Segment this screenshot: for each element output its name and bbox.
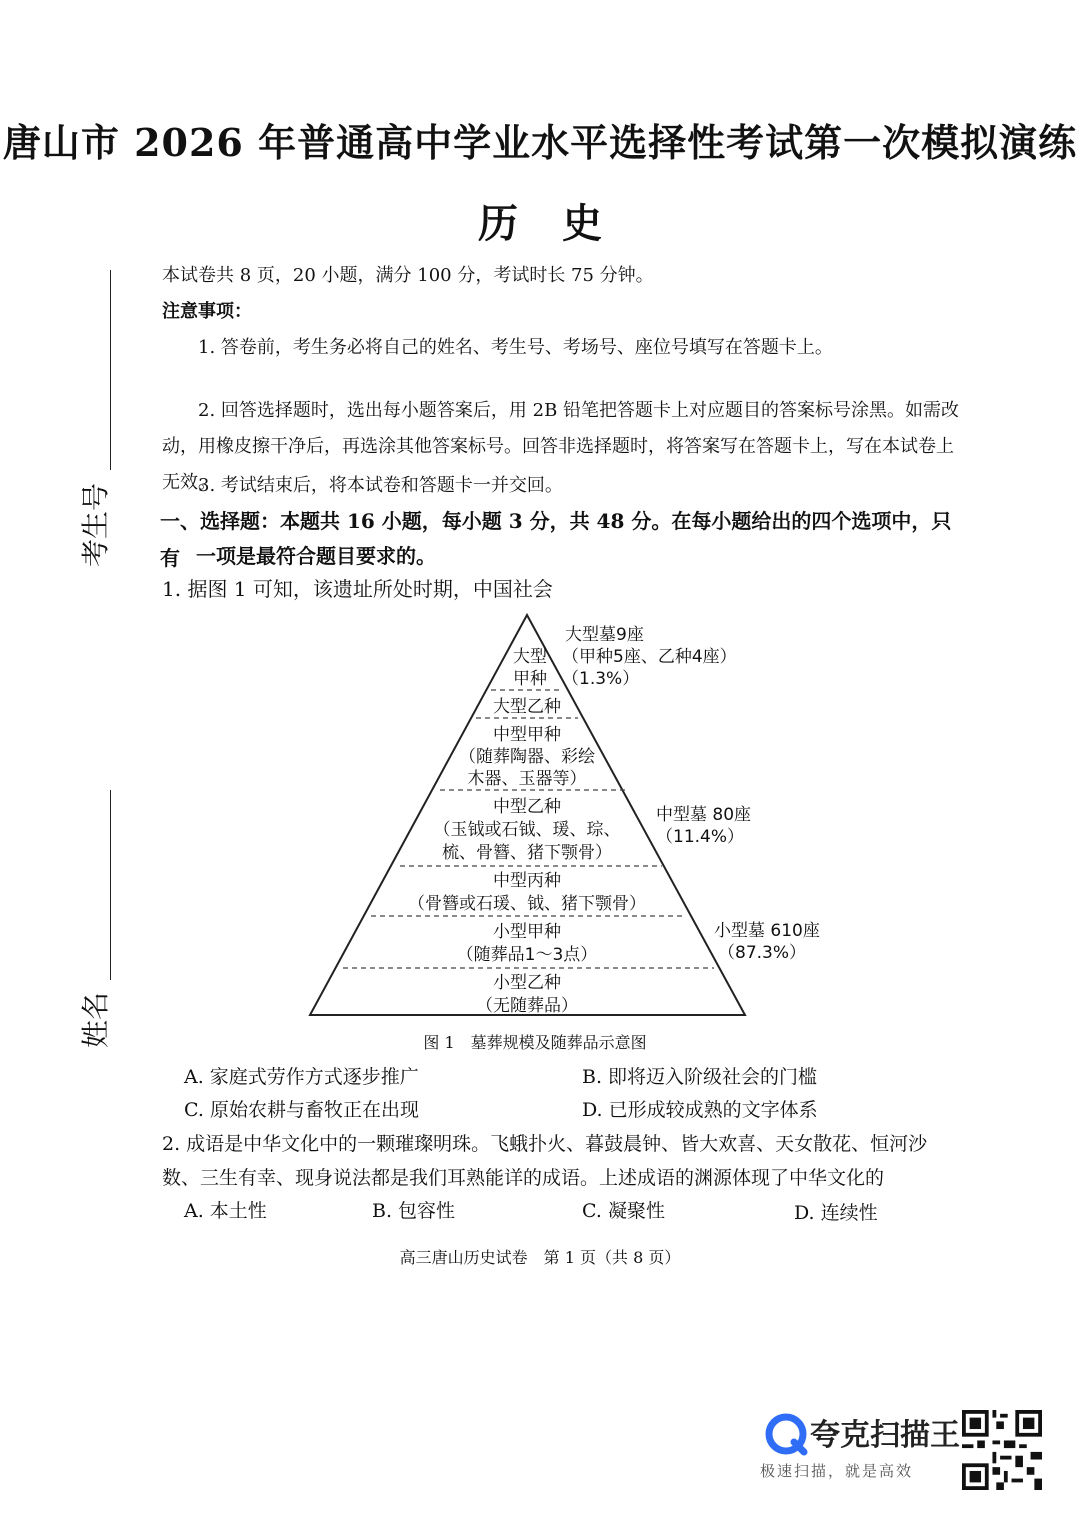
q1-stem: 1. 据图 1 可知，该遗址所处时期，中国社会 xyxy=(162,577,553,601)
q1-option-c: C. 原始农耕与畜牧正在出现 xyxy=(184,1099,419,1121)
scanner-watermark xyxy=(760,1410,960,1481)
level-label: （随葬品1～3点） xyxy=(456,945,598,965)
notes-heading: 注意事项： xyxy=(162,301,252,322)
annotation-large: （1.3%） xyxy=(562,669,640,689)
q2-stem-line2: 数、三生有幸、现身说法都是我们耳熟能详的成语。上述成语的渊源体现了中华文化的 xyxy=(162,1167,885,1189)
section-heading: 一、选择题：本题共 16 小题，每小题 3 分，共 48 分。在每小题给出的四个选项中，只有 xyxy=(160,509,952,570)
level-label: 中型丙种 xyxy=(493,871,561,891)
annotation-large: （甲种5座、乙种4座） xyxy=(562,647,737,667)
annotation-medium: （11.4%） xyxy=(656,827,745,847)
level-label: 大型乙种 xyxy=(493,697,561,717)
scanner-brand-name: 夸克扫描王 xyxy=(810,1418,960,1453)
subject-title: 历史 xyxy=(478,200,646,247)
annotation-large: 大型墓9座 xyxy=(565,625,644,645)
figure-caption: 图 1 墓葬规模及随葬品示意图 xyxy=(423,1033,647,1052)
level-label: 小型甲种 xyxy=(493,922,561,942)
level-label: （玉钺或石钺、瑗、琮、 xyxy=(433,820,621,840)
level-label: 梳、骨簪、猪下颚骨） xyxy=(442,843,612,863)
section-heading-cont: 一项是最符合题目要求的。 xyxy=(196,544,436,568)
q1-option-b: B. 即将迈入阶级社会的门槛 xyxy=(582,1066,818,1088)
level-label: （无随葬品） xyxy=(476,996,578,1016)
q1-option-d: D. 已形成较成熟的文字体系 xyxy=(582,1099,818,1121)
level-label: （随葬陶器、彩绘 xyxy=(459,747,595,767)
intro-text: 本试卷共 8 页，20 小题，满分 100 分，考试时长 75 分钟。 xyxy=(162,265,654,286)
q2-stem-line1: 2. 成语是中华文化中的一颗璀璨明珠。飞蛾扑火、暮鼓晨钟、皆大欢喜、天女散花、恒河沙 xyxy=(162,1133,928,1155)
note-item: 2. 回答选择题时，选出每小题答案后，用 2B 铅笔把答题卡上对应题目的答案标号涂黑。如需改动，用橡皮擦干净后，再选涂其他答案标号。回答非选择题时，将答案写在答题卡上，写在本试卷上无效。 xyxy=(162,400,960,493)
q2-option-d: D. 连续性 xyxy=(794,1202,878,1224)
qr-code-icon xyxy=(962,1410,1042,1490)
level-label: 甲种 xyxy=(513,669,547,689)
name-label: 姓名 xyxy=(79,991,113,1049)
level-label: 小型乙种 xyxy=(493,973,561,993)
q2-option-a: A. 本土性 xyxy=(184,1200,267,1222)
level-label: 大型 xyxy=(513,647,547,667)
level-label: 中型乙种 xyxy=(493,797,561,817)
exam-no-label: 考生号 xyxy=(79,482,113,568)
scanner-slogan: 极速扫描，就是高效 xyxy=(760,1462,914,1480)
note-item: 3. 考试结束后，将本试卷和答题卡一并交回。 xyxy=(198,475,563,496)
annotation-medium: 中型墓 80座 xyxy=(656,805,752,825)
q2-option-b: B. 包容性 xyxy=(372,1200,456,1222)
q1-option-a: A. 家庭式劳作方式逐步推广 xyxy=(184,1066,419,1088)
exam-title: 唐山市 2026 年普通高中学业水平选择性考试第一次模拟演练 xyxy=(2,120,1078,165)
level-label: （骨簪或石瑗、钺、猪下颚骨） xyxy=(408,894,646,914)
annotation-small: （87.3%） xyxy=(718,943,807,963)
level-label: 木器、玉器等） xyxy=(467,769,587,789)
level-label: 中型甲种 xyxy=(493,725,561,745)
page-footer: 高三唐山历史试卷 第 1 页（共 8 页） xyxy=(399,1248,681,1267)
exam-no-line xyxy=(110,270,111,470)
note-item: 1. 答卷前，考生务必将自己的姓名、考生号、考场号、座位号填写在答题卡上。 xyxy=(198,337,833,358)
annotation-small: 小型墓 610座 xyxy=(714,921,820,941)
name-line xyxy=(110,790,111,980)
q2-option-c: C. 凝聚性 xyxy=(582,1200,665,1222)
tomb-pyramid-figure xyxy=(290,610,850,1025)
